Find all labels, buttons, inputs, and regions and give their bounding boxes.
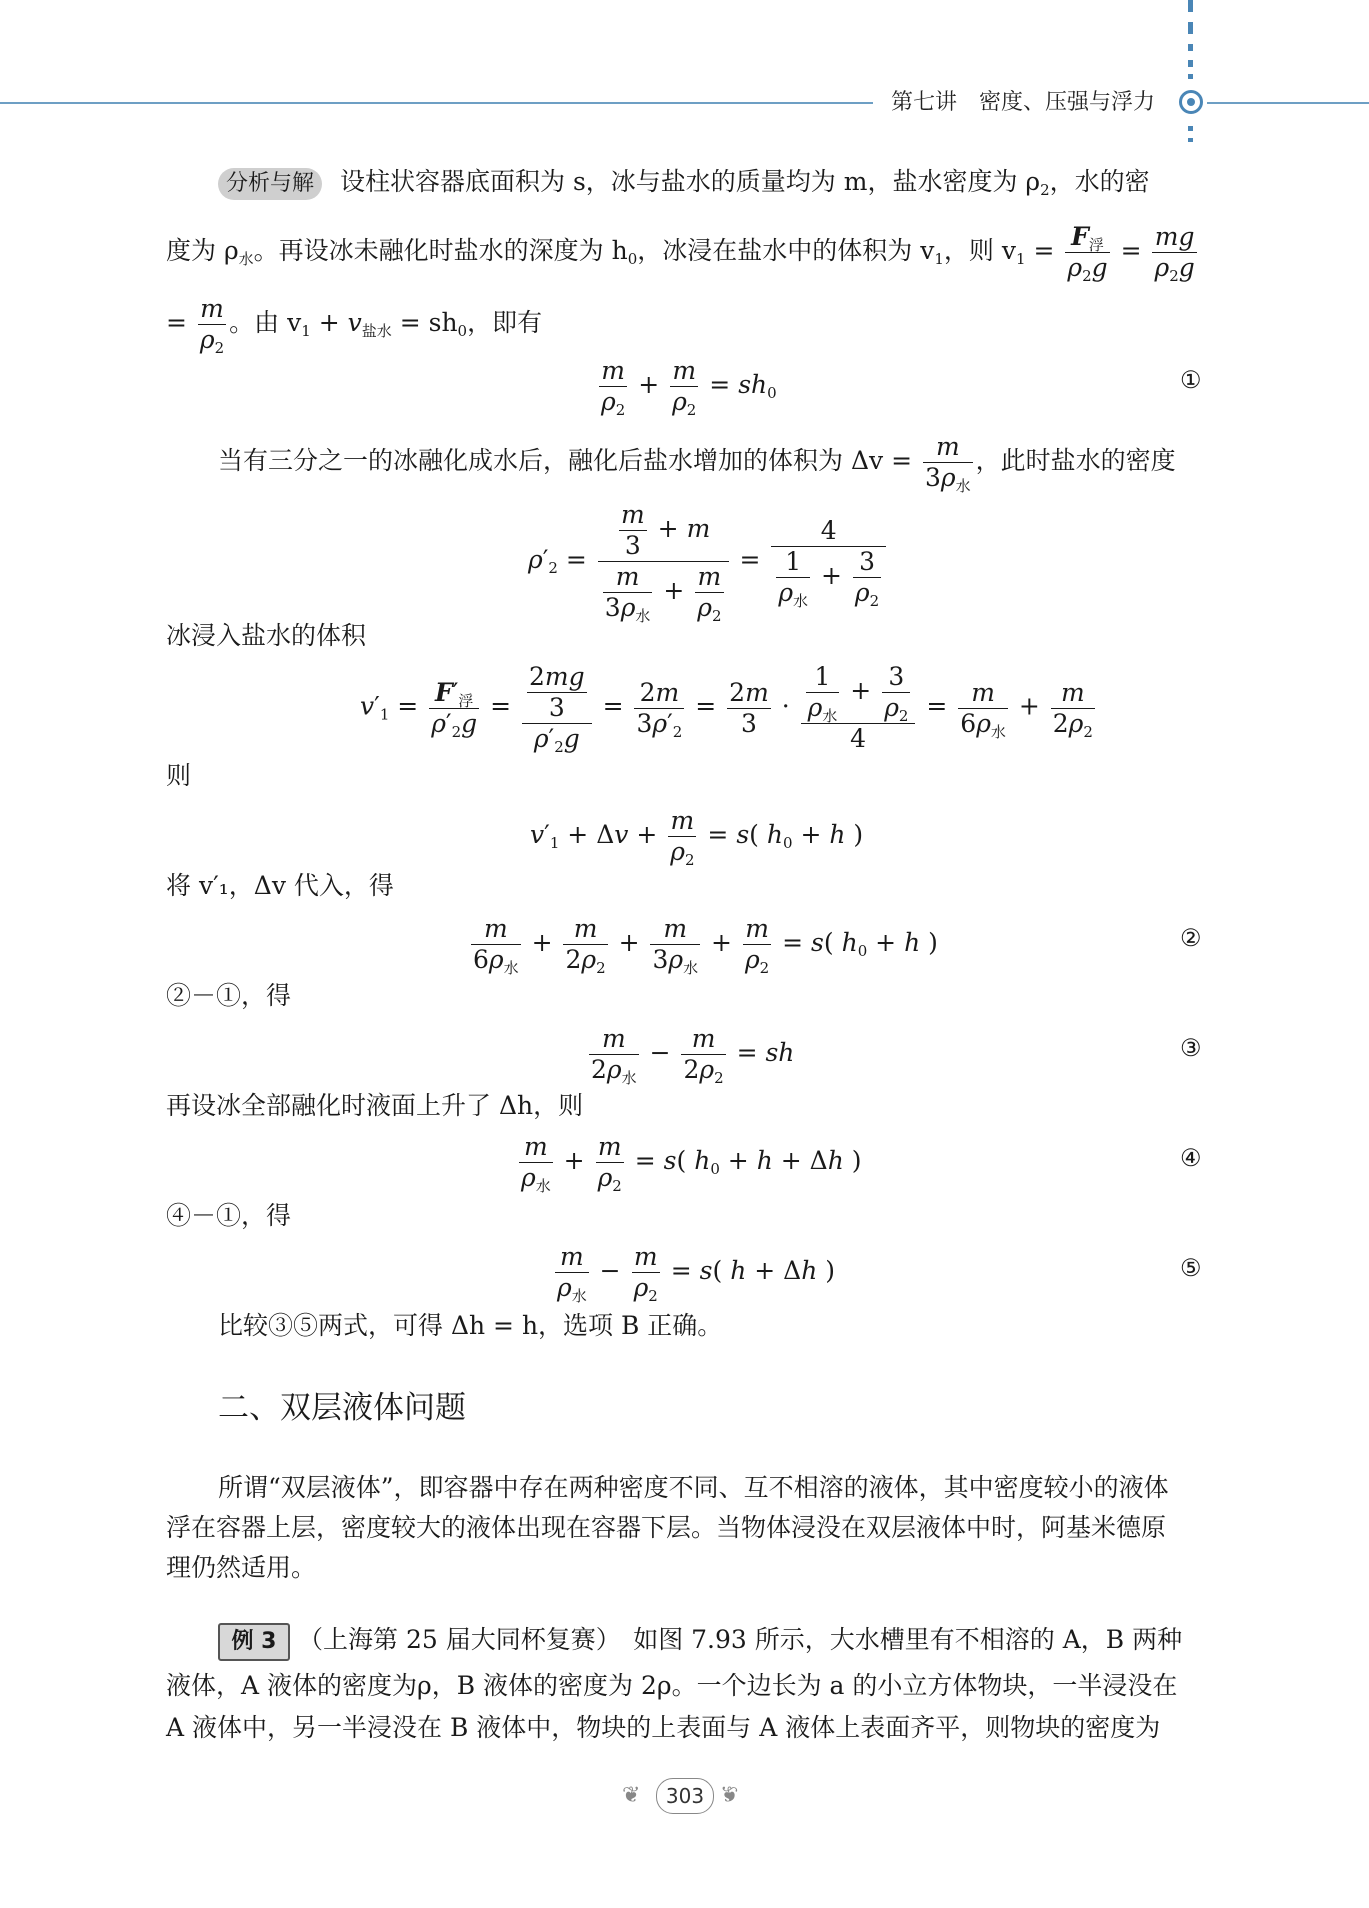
equation-number: ⑤ — [1180, 1254, 1202, 1282]
equation-4: $\frac{m}{\rho_水}$ + $\frac{m}{\rho_2}$ = s( $h_0 + h + \Delta h$ ) — [521, 1132, 862, 1195]
section-heading: 二、双层液体问题 — [218, 1390, 466, 1426]
header-dash — [1188, 44, 1193, 51]
rise-text: 再设冰全部融化时液面上升了 Δh，则 — [166, 1091, 584, 1120]
solution-badge: 分析与解 — [218, 168, 322, 200]
ornament-left-icon: ❦ — [622, 1783, 641, 1808]
header-dash — [1188, 22, 1193, 34]
substitute-text: 将 v′₁，Δv 代入，得 — [166, 871, 394, 900]
equation-number: ④ — [1180, 1144, 1202, 1172]
equation-number: ③ — [1180, 1034, 1202, 1062]
solution-line-2: 度为 $\rho_水$。再设冰未融化时盐水的深度为 $h_0$，冰浸在盐水中的体积为 $v_1$，则 $v_1$ = $\frac{F_浮}{\rho_2g}$ = $\frac{mg}{\rho_2g}$ — [166, 222, 1195, 285]
chapter-title: 第七讲 密度、压强与浮力 — [873, 86, 1207, 120]
header-dash — [1188, 0, 1193, 12]
conclusion-text: 比较③⑤两式，可得 Δh = h，选项 B 正确。 — [218, 1311, 723, 1340]
section-paragraph-line: 浮在容器上层，密度较大的液体出现在容器下层。当物体浸没在双层液体中时，阿基米德原 — [166, 1513, 1167, 1542]
equation-5: $\frac{m}{\rho_水}$ − $\frac{m}{\rho_2}$ = s( h + Δh ) — [557, 1242, 836, 1305]
header-dash — [1188, 60, 1193, 67]
page-number: 303 — [656, 1778, 714, 1814]
equation-1: $\frac{m}{\rho_2}$ + $\frac{m}{\rho_2}$ = $sh_0$ — [601, 356, 777, 419]
example-line-1: 例 3 （上海第 25 届大同杯复赛） 如图 7.93 所示，大水槽里有不相溶的 A，B 两种 — [218, 1622, 1182, 1661]
ornament-right-icon: ❦ — [720, 1783, 739, 1808]
header-target-icon — [1179, 90, 1203, 114]
equation-3: $\frac{m}{2\rho_水}$ − $\frac{m}{2\rho_2}$ = sh — [591, 1024, 795, 1087]
equation-density: $\rho'_2$ = $\frac{m}{3}$ + m $\frac{m}{3\rho_水}$ + $\frac{m}{\rho_2}$ = 4 $\frac{1}{\rho_水}$ + $\frac{3}{\rho_2}$ — [528, 500, 889, 623]
step-text: ④－①，得 — [166, 1201, 292, 1230]
paragraph-third: 当有三分之一的冰融化成水后，融化后盐水增加的体积为 Δv = $\frac{m}{3\rho_水}$ ，此时盐水的密度 — [218, 432, 1176, 495]
header-dash — [1188, 74, 1193, 79]
step-text: ②－①，得 — [166, 981, 292, 1010]
equation-2: $\frac{m}{6\rho_水}$ + $\frac{m}{2\rho_2}$ + $\frac{m}{3\rho_水}$ + $\frac{m}{\rho_2}$ = s( $h_0 + h$ ) — [473, 914, 938, 977]
solution-line-1: 分析与解 设柱状容器底面积为 s，冰与盐水的质量均为 m，盐水密度为 $\rho_2$，水的密 — [218, 164, 1150, 200]
fraction: $\frac{mg}{\rho_2g}$ — [1154, 222, 1195, 285]
equation-volume: $v'_1$ = $\frac{F'_浮}{\rho'_2g}$ = $\frac{\frac{2mg}{3}}{\rho'_2g}$ = $\frac{2m}{3\rho'_2}$ = $\frac{2m}{3}$ · $\frac{1}{\rho_水}$ + $\frac{3}{\rho_2}$ 4 = $\frac{m}{6\rho_水}$ + $\frac{m}{2\rho_2}$ — [360, 662, 1093, 756]
equation-number: ② — [1180, 924, 1202, 952]
section-paragraph-line: 所谓“双层液体”，即容器中存在两种密度不同、互不相溶的液体，其中密度较小的液体 — [218, 1473, 1169, 1502]
header-dash — [1188, 138, 1193, 142]
ice-volume-text: 冰浸入盐水的体积 — [166, 621, 367, 650]
equation-sum: $v'_1 + \Delta v$ + $\frac{m}{\rho_2}$ = s( $h_0 + h$ ) — [530, 806, 864, 869]
equation-number: ① — [1180, 366, 1202, 394]
solution-line-3: = $\frac{m}{\rho_2}$ 。由 $v_1 + v_{盐水} = sh_0$，即有 — [166, 294, 543, 357]
then-text: 则 — [166, 761, 192, 790]
header-dash — [1188, 126, 1193, 131]
example-badge: 例 3 — [218, 1623, 290, 1661]
fraction: $\frac{F_浮}{\rho_2g}$ — [1067, 222, 1108, 285]
example-line-2: 液体，A 液体的密度为ρ，B 液体的密度为 2ρ。一个边长为 a 的小立方体物块，一半浸没在 — [166, 1671, 1178, 1700]
example-line-3: A 液体中，另一半浸没在 B 液体中，物块的上表面与 A 液体上表面齐平，则物块的密度为 — [166, 1713, 1161, 1742]
section-paragraph-line: 理仍然适用。 — [166, 1553, 317, 1582]
